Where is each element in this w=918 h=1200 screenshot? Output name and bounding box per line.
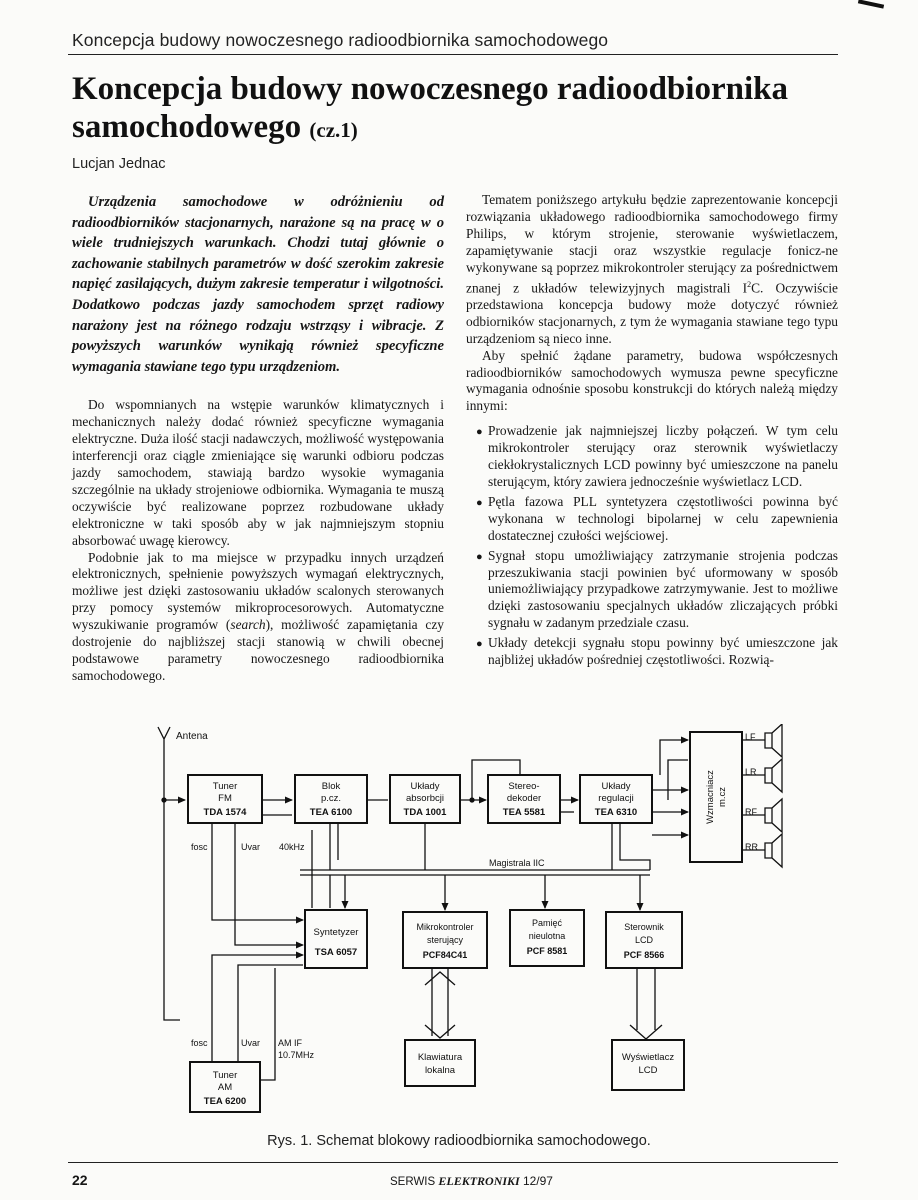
wire	[668, 760, 688, 800]
block-text: Układy	[410, 781, 440, 792]
label-magistrala: Magistrala IIC	[489, 858, 545, 868]
label-speaker: LR	[745, 767, 757, 777]
requirements-list	[466, 423, 838, 669]
block-text: Tuner	[212, 781, 238, 792]
block-text: nieulotna	[528, 931, 566, 941]
header-rule	[68, 54, 838, 55]
wire	[212, 823, 303, 920]
block-text: lokalna	[424, 1065, 456, 1076]
journal-text: SERWIS	[390, 1176, 436, 1188]
article-title-part: (cz.1)	[309, 118, 358, 142]
block-text: Klawiatura	[417, 1052, 463, 1063]
block-text: Tuner	[212, 1070, 238, 1081]
figure-caption: Rys. 1. Schemat blokowy radioodbiornika samochodowego.	[267, 1133, 651, 1149]
label-fosc: fosc	[191, 1038, 208, 1048]
running-header: Koncepcja budowy nowoczesnego radioodbiornika samochodowego	[72, 30, 609, 50]
block-text: Wyświetlacz	[621, 1052, 675, 1063]
wire	[432, 968, 448, 1036]
journal-issue: 12/97	[522, 1174, 553, 1188]
label-speaker: RF	[745, 807, 757, 817]
block-text: PCF 8566	[623, 950, 665, 960]
bullet-icon: ●	[476, 426, 483, 439]
label-am-if: 10.7MHz	[278, 1050, 315, 1060]
speaker-lr-icon	[765, 759, 782, 792]
block-text: TDA 1574	[203, 807, 247, 818]
block-text: Pamięć	[531, 918, 563, 928]
block-text: regulacji	[598, 793, 634, 804]
bullet-icon: ●	[476, 638, 483, 651]
block-text: TEA 6310	[594, 807, 638, 818]
wire	[637, 968, 655, 1030]
scan-corner-mark	[858, 0, 884, 9]
lead-paragraph: Urządzenia samochodowe w odróżnieniu od radioodbiorników stacjonarnych, narażone są na pracę w o wiele trudniejszych warunkach. Chodzi tutaj głównie o zachowanie stabilnych parametrów w dość szerokim zakresie napięć zasilających, dużym zakresie temperatur i wilgotności. Dodatkowo podczas jazdy samochodem sprzęt radiowy narażony jest na różnego rodzaju wstrząsy i wibracje. Z powyższych warunków wynikają również specyficzne wymagania stawiane tego typu urządzeniom.	[72, 194, 444, 375]
block-text: p.cz.	[320, 793, 342, 804]
paragraph	[72, 550, 444, 685]
list-item-text: Prowadzenie jak najmniejszej liczby połączeń. W tym celu mikrokontroler sterujący oraz sterownik wyświetlaczy ciekłokrystalicznych LCD powinny być umieszczone na panelu sterującym, który zawiera jednocześnie wyświetlacz LCD.	[488, 423, 838, 489]
list-item	[466, 548, 838, 633]
speaker-lf-icon	[765, 724, 782, 757]
wire	[330, 875, 345, 908]
label-40khz: 40kHz	[279, 842, 305, 852]
block-text: TDA 1001	[403, 807, 447, 818]
block-text: TEA 6200	[203, 1096, 247, 1107]
label-speaker: RR	[745, 842, 758, 852]
paragraph-text: Tematem poniższego artykułu będzie zaprezentowanie koncepcji rozwiązania układowego radioodbiornika samochodowego firmy Philips, w którym strojenie, sterowanie wyświetlaczem, zapamiętywanie stacji oraz wszystkie regulacje fonicz-ne wykonywane są poprzez mikrokontroler sterujący za pośrednictwem znanej z układów telewizyjnych magistrali I	[466, 192, 838, 295]
block-text: AM	[217, 1082, 233, 1093]
block-wzmacniacz	[690, 732, 742, 862]
journal-name	[390, 1174, 553, 1189]
block-text: Wzmacniacz	[705, 770, 716, 824]
paragraph-text: ), możliwość zapamiętania czy dostrojenie do najbliższej stacji stanowią w chwili obecnej podstawowe parametry nowoczesnego radioodbiornika samochodowego.	[72, 617, 444, 683]
block-text: PCF84C41	[422, 950, 468, 960]
list-item	[466, 423, 838, 491]
block-text: Stereo-	[508, 781, 540, 792]
emphasis-search: search	[230, 617, 266, 633]
block-text: Blok	[321, 781, 341, 792]
label-am-if: AM IF	[278, 1038, 302, 1048]
article-title-main: Koncepcja budowy nowoczesnego radioodbiornika samochodowego	[72, 71, 788, 145]
superscript: 2	[747, 279, 752, 289]
block-text: TSA 6057	[314, 947, 358, 958]
block-text: Układy	[601, 781, 631, 792]
paragraph: Do wspomnianych na wstępie warunków klimatycznych i mechanicznych należy dodać również specyficzne wymagania elektryczne. Duża ilość stacji nadawczych, możliwość występowania interferencji oraz ciągle zmieniające się warunki odbioru podczas jazdy samochodem, stawiają bardzo wysokie wymagania szczególnie na układy strojeniowe odbiornika. Wymagania te muszą oczywiście być realizowane poprzez rozbudowane układy elektroniczne w taki sposób aby w jak najmniejszym stopniu absorbować uwagę kierowcy.	[72, 397, 444, 548]
list-item	[466, 494, 838, 545]
block-text: sterujący	[426, 935, 464, 945]
list-item	[466, 635, 838, 669]
wire	[612, 823, 650, 870]
block-klawiatura	[405, 1040, 475, 1086]
wire	[660, 740, 688, 775]
block-text: Sterownik	[624, 922, 664, 932]
block-text: PCF 8581	[526, 946, 568, 956]
footer-rule	[68, 1162, 838, 1163]
paragraph-text: C. Oczywiście przedstawiona koncepcja budowy może dotyczyć również odbiorników stacjonarnych, z tym że wymagania stawiane tego typu urządzeniom są nieco inne.	[466, 280, 838, 346]
label-fosc: fosc	[191, 842, 208, 852]
list-item-text: Sygnał stopu umożliwiający zatrzymanie strojenia podczas przeszukiwania stacji powinien być uformowany w sposób uniemożliwiający przypadkowe zatrzymywanie. Jest to możliwe dzięki zastosowaniu specjalnych układów zliczających próbki sygnału w zadanym przedziale czasu.	[488, 547, 838, 631]
paragraph: Aby spełnić żądane parametry, budowa współczesnych radioodbiorników samochodowych wymusza pewne specyficzne wymagania odnośnie sposobu konstrukcji do których należą między innymi:	[466, 347, 838, 414]
bullet-icon: ●	[476, 550, 483, 563]
wire	[330, 823, 338, 870]
label-antenna: Antena	[176, 731, 208, 742]
label-uvar: Uvar	[241, 1038, 261, 1048]
wire	[260, 968, 275, 1080]
block-text: TEA 5581	[502, 807, 546, 818]
paragraph-text: Podobnie jak to ma miejsce w przypadku innych urządzeń elektronicznych, spełnienie powyższych wymagań elektrycznych, możliwe jest dzięki zastosowaniu układów scalonych sterowanych przy pomocy systemów mikroprocesorowych. Automatyczne wyszukiwanie programów (	[72, 549, 444, 633]
block-text: LCD	[638, 1065, 658, 1076]
paragraph	[466, 192, 838, 348]
list-item-text: Układy detekcji sygnału stopu powinny być umieszczone jak najbliżej układów pośredniej częstotliwości. Rozwią-	[488, 635, 838, 668]
block-diagram	[148, 724, 808, 1124]
antenna-icon	[158, 727, 180, 1020]
author: Lucjan Jednac	[72, 156, 166, 172]
block-text: dekoder	[506, 793, 542, 804]
junction-dot	[162, 798, 166, 802]
article-title	[72, 70, 832, 149]
arrow-down-icon	[630, 1025, 662, 1039]
bullet-icon: ●	[476, 496, 483, 509]
page-number: 22	[72, 1172, 88, 1188]
block-text: absorbcji	[405, 793, 445, 804]
speaker-rf-icon	[765, 799, 782, 832]
block-text: TEA 6100	[309, 807, 353, 818]
label-uvar: Uvar	[241, 842, 261, 852]
block-text: Syntetyzer	[313, 927, 359, 938]
speaker-rr-icon	[765, 834, 782, 867]
journal-text: ELEKTRONIKI	[438, 1174, 520, 1188]
column-left	[72, 192, 444, 685]
block-text: m.cz	[717, 786, 728, 808]
block-text: Mikrokontroler	[416, 922, 474, 932]
column-right	[466, 192, 838, 672]
label-speaker: LF	[745, 732, 756, 742]
double-arrow-icon	[425, 972, 455, 1038]
left-body	[72, 397, 444, 684]
block-text: LCD	[634, 935, 654, 945]
block-syntetyzer	[305, 910, 367, 968]
block-text: FM	[218, 793, 232, 804]
list-item-text: Pętla fazowa PLL syntetyzera częstotliwości powinna być wykonana w technologi bipolarnej w celu zapewnienia dostatecznej czułości wejściowej.	[488, 493, 838, 543]
